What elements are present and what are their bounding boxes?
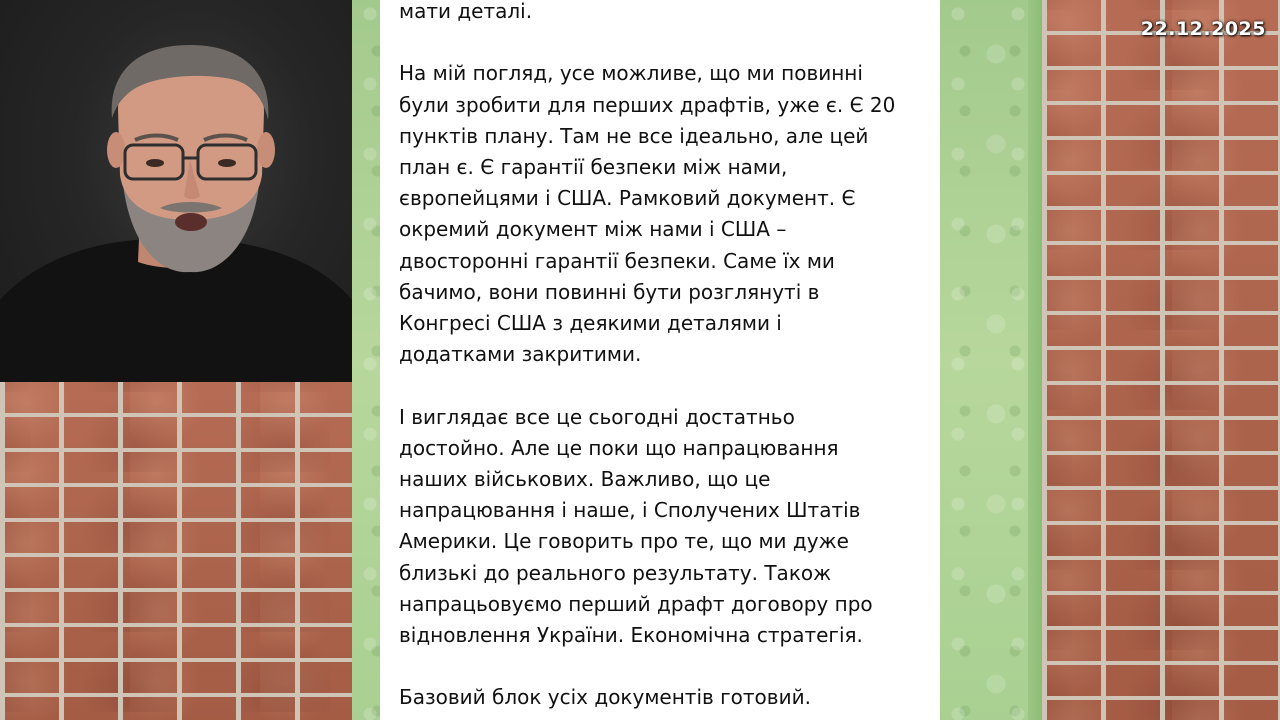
message-text	[399, 0, 934, 720]
message-paragraph: І виглядає все це сьогодні достатньо достойно. Але це поки що напрацювання наших військових. Важливо, що це напрацювання і наше, і Сполучених Штатів Америки. Це говорить про те, що ми дуже близькі до реального результату. Також напрацьовуємо перший драфт договору про відновлення України. Економічна стратегія.	[399, 404, 873, 648]
chat-background-right	[940, 0, 1042, 720]
message-paragraph: мати деталі.	[399, 0, 533, 23]
message-panel	[380, 0, 940, 720]
chat-pattern-right	[940, 0, 1042, 720]
message-paragraph: На мій погляд, усе можливе, що ми повинні були зробити для перших драфтів, уже є. Є 20 пунктів плану. Там не все ідеально, але цей план є. Є гарантії безпеки між нами, європейцями і США. Рамковий документ. Є окремий документ між нами і США – двосторонні гарантії безпеки. Саме їх ми бачимо, вони повинні бути розглянуті в Конгресі США з деякими деталями і додатками закритими.	[399, 61, 896, 367]
brick-wall-right	[1042, 0, 1280, 720]
chat-pattern-left	[352, 0, 380, 720]
presenter-figure	[0, 0, 352, 382]
message-paragraph: Базовий блок усіх документів готовий.	[399, 685, 811, 710]
brick-wall-left	[0, 382, 352, 720]
chat-background-edge	[1028, 0, 1042, 720]
webcam-video	[0, 0, 352, 382]
date-stamp: 22.12.2025	[1140, 18, 1266, 40]
chat-background-left	[352, 0, 380, 720]
